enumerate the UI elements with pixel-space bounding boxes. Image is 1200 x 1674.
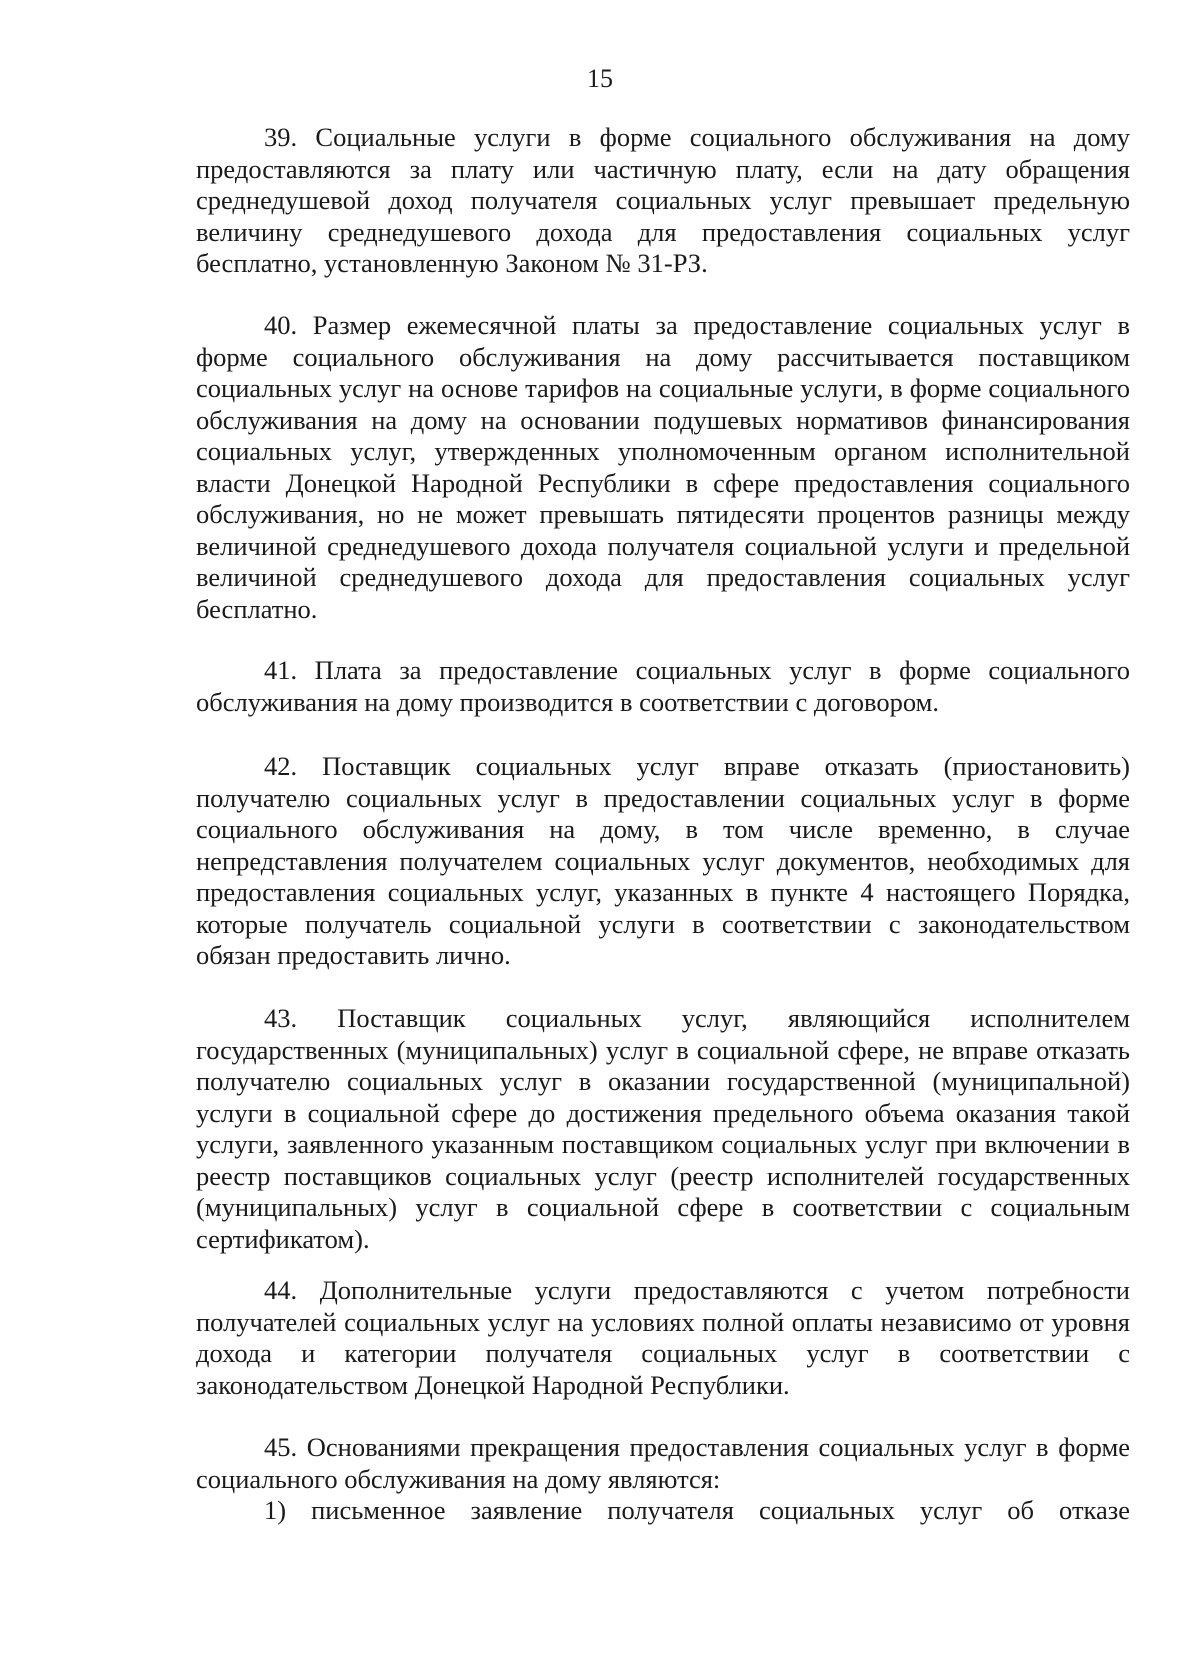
paragraph-39-text: 39. Социальные услуги в форме социального обслуживания на дому предоставляются за плату или частичную плату, если на дату обращения среднедушевой доход получателя социальных услуг превышает предельную величину среднедушевого дохода для предоставления социальных услуг бесплатно, установленную Законом № 31-РЗ. — [196, 122, 1130, 278]
paragraph-41-text: 41. Плата за предоставление социальных услуг в форме социального обслуживания на дому производится в соответствии с договором. — [196, 655, 1130, 717]
paragraph-45-text: 45. Основаниями прекращения предоставления социальных услуг в форме социального обслуживания на дому являются: — [196, 1432, 1130, 1494]
paragraph-44 — [196, 1275, 1130, 1401]
paragraph-41 — [196, 655, 1130, 718]
paragraph-42-text: 42. Поставщик социальных услуг вправе отказать (приостановить) получателю социальных услуг в предоставлении социальных услуг в форме социального обслуживания на дому, в том числе временно, в случае непредставления получателем социальных услуг документов, необходимых для предоставления социальных услуг, указанных в пункте 4 настоящего Порядка, которые получатель социальной услуги в соответствии с законодательством обязан предоставить лично. — [196, 751, 1130, 970]
paragraph-45 — [196, 1432, 1130, 1527]
page-number: 15 — [587, 64, 613, 93]
paragraph-40-text: 40. Размер ежемесячной платы за предоставление социальных услуг в форме социального обслуживания на дому рассчитывается поставщиком социальных услуг на основе тарифов на социальные услуги, в форме социального обслуживания на дому на основании подушевых нормативов финансирования социальных услуг, утвержденных уполномоченным органом исполнительной власти Донецкой Народной Республики в сфере предоставления социального обслуживания, но не может превышать пятидесяти процентов разницы между величиной среднедушевого дохода получателя социальной услуги и предельной величиной среднедушевого дохода для предоставления социальных услуг бесплатно. — [196, 310, 1130, 624]
paragraph-42 — [196, 751, 1130, 972]
paragraph-39 — [196, 122, 1130, 280]
paragraph-44-text: 44. Дополнительные услуги предоставляются с учетом потребности получателей социальных услуг на условиях полной оплаты независимо от уровня дохода и категории получателя социальных услуг в соответствии с законодательством Донецкой Народной Республики. — [196, 1275, 1130, 1400]
paragraph-40 — [196, 310, 1130, 625]
paragraph-43 — [196, 1003, 1130, 1255]
paragraph-43-text: 43. Поставщик социальных услуг, являющийся исполнителем государственных (муниципальных) услуг в социальной сфере, не вправе отказать получателю социальных услуг в оказании государственной (муниципальной) услуги в социальной сфере до достижения предельного объема оказания такой услуги, заявленного указанным поставщиком социальных услуг при включении в реестр поставщиков социальных услуг (реестр исполнителей государственных (муниципальных) услуг в социальной сфере в соответствии с социальным сертификатом). — [196, 1003, 1130, 1254]
paragraph-45-item-1: 1) письменное заявление получателя социальных услуг об отказе — [264, 1495, 1130, 1525]
